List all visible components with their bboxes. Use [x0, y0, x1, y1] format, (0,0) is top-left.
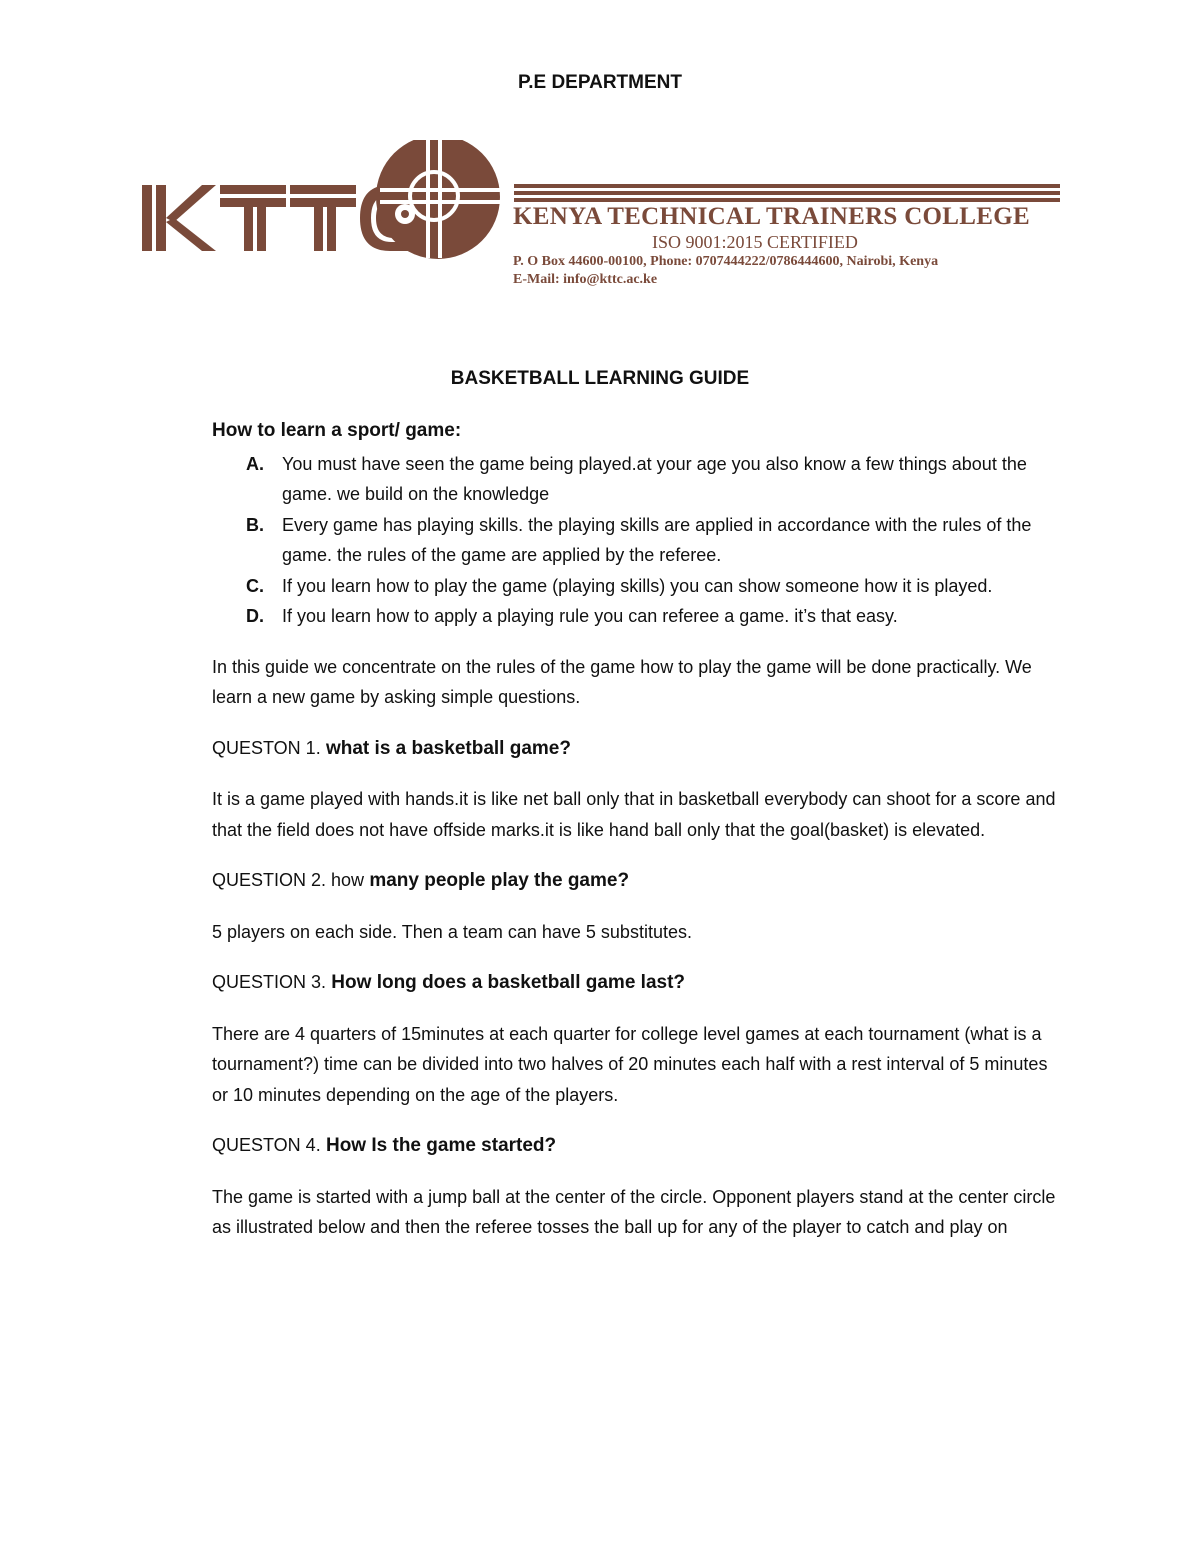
- list-item: [212, 571, 1062, 602]
- question-title: what is a basketball game?: [320, 737, 571, 759]
- list-item-text: If you learn how to play the game (playing skills) you can show someone how it is played.: [282, 575, 993, 596]
- list-item: [212, 510, 1062, 571]
- document-title: BASKETBALL LEARNING GUIDE: [450, 368, 750, 389]
- question-label: QUESTION 2. how: [212, 870, 365, 890]
- answer-3: There are 4 quarters of 15minutes at each quarter for college level games at each tournament (what is a tournament?) time can be divided into two halves of 20 minutes each half with a rest interval of 5 minutes or 10 minutes depending on the age of the players.: [212, 1023, 1048, 1105]
- question-title: many people play the game?: [364, 870, 630, 891]
- list-marker: D.: [246, 606, 264, 626]
- question-label: QUESTON 4.: [212, 1135, 321, 1155]
- question-label: QUESTION 3.: [212, 972, 327, 992]
- question-4: [212, 1130, 1062, 1162]
- answer-1: It is a game played with hands.it is like net ball only that in basketball everybody can shoot for a score and that the field does not have offside marks.it is like hand ball only that the goal(basket) is elevated.: [212, 789, 1056, 840]
- answer-4: The game is started with a jump ball at the center of the circle. Opponent players stand at the center circle as illustrated below and then the referee tosses the ball up for any of the player to catch and play on: [212, 1186, 1056, 1237]
- list-marker: C.: [246, 575, 264, 596]
- college-name: KENYA TECHNICAL TRAINERS COLLEGE: [513, 203, 1030, 230]
- intro-paragraph: In this guide we concentrate on the rules of the game how to play the game will be done practically. We learn a new game by asking simple questions.: [212, 656, 1032, 707]
- question-title: How Is the game started?: [320, 1135, 557, 1156]
- question-label: QUESTON 1.: [212, 737, 321, 758]
- list-marker: A.: [246, 453, 264, 474]
- question-3: [212, 967, 1062, 999]
- answer-2: 5 players on each side. Then a team can have 5 substitutes.: [212, 921, 692, 942]
- document-body: [212, 416, 1062, 1263]
- list-item-text: If you learn how to apply a playing rule you can referee a game. it’s that easy.: [282, 606, 898, 626]
- list-item: [212, 449, 1062, 510]
- list-item-text: You must have seen the game being played.at your age you also know a few things about the game. we build on the knowledge: [282, 453, 1027, 504]
- list-marker: B.: [246, 514, 264, 535]
- address-text: P. O Box 44600-00100, Phone: 0707444222/0786444600, Nairobi, Kenya: [513, 254, 939, 269]
- department-heading: P.E DEPARTMENT: [518, 72, 682, 93]
- list-item: [212, 601, 1062, 632]
- email-text: E-Mail: info@kttc.ac.ke: [513, 272, 658, 287]
- learn-list: [212, 449, 1062, 632]
- question-2: [212, 865, 1062, 897]
- question-1: [212, 733, 1062, 765]
- list-item-text: Every game has playing skills. the playing skills are applied in accordance with the rules of the game. the rules of the game are applied by the referee.: [282, 514, 1032, 565]
- learn-heading: How to learn a sport/ game:: [212, 420, 462, 441]
- certification-text: ISO 9001:2015 CERTIFIED: [652, 232, 858, 252]
- question-title: How long does a basketball game last?: [326, 972, 686, 993]
